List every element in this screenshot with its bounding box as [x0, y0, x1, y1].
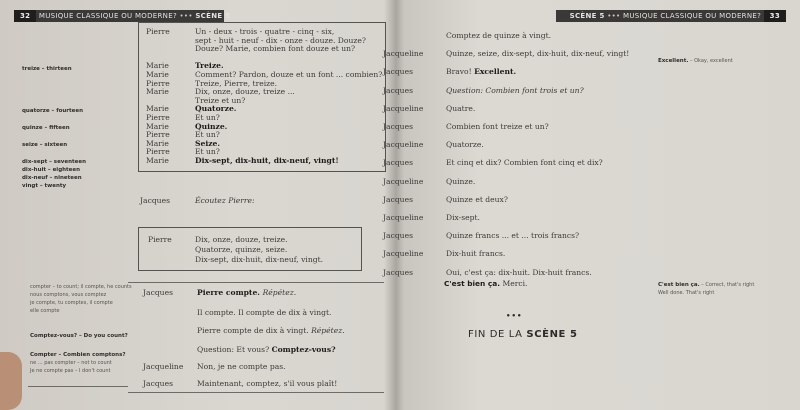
end-of-scene-heading: FIN DE LA SCÈNE 5	[468, 329, 578, 340]
gloss-dix-neuf: dix-neuf – nineteen	[22, 175, 82, 181]
dialogue-line	[446, 177, 475, 186]
box1-line: Dix-sept, dix-huit, dix-neuf, vingt!	[195, 155, 339, 165]
box1-line: Douze? Marie, combien font douze et un?	[195, 44, 356, 54]
box1-line: Quinze.	[195, 121, 228, 131]
dialogue-line	[446, 140, 484, 149]
dialogue-line	[446, 195, 508, 204]
box1-lines	[195, 28, 382, 166]
speaker-label: Jacques	[383, 194, 413, 204]
speaker-label: Pierre	[146, 112, 170, 122]
gloss-cest-bien: C'est bien ça. – Correct, that's right	[658, 282, 755, 288]
dialogue-line: Écoutez Pierre:	[195, 196, 255, 205]
dialogue-line	[197, 362, 286, 371]
gloss-compter-3: je compte, tu comptes, il compte	[30, 300, 113, 306]
box1-line: sept - huit - neuf - dix - onze - douze. Douze?	[195, 35, 366, 45]
gloss-quinze: quinze – fifteen	[22, 125, 70, 131]
gloss-quatorze: quatorze – fourteen	[22, 108, 83, 114]
speaker-label: Marie	[146, 61, 169, 71]
box1-line: Treize et un?	[195, 95, 246, 105]
dialogue-line	[197, 345, 336, 354]
box1-line: Dix, onze, douze, treize ...	[195, 87, 295, 97]
gloss-dix-huit: dix-huit – eighteen	[22, 167, 81, 173]
dialogue-line	[197, 326, 345, 335]
line-text: Question: Combien font trois et un?	[446, 85, 584, 95]
speaker-label: Pierre	[146, 27, 170, 36]
line-text: Question: Et vous?	[197, 345, 272, 354]
dialogue-line	[446, 158, 603, 167]
gloss-compter-neg-1: Compter – Combien comptons?	[30, 352, 126, 358]
right-page	[383, 0, 800, 410]
box2-line: Dix, onze, douze, treize.	[195, 235, 288, 244]
box2-lines	[195, 235, 323, 265]
gloss-dix-sept: dix-sept – seventeen	[22, 159, 87, 165]
box1-line: Seize.	[195, 138, 220, 148]
header-separator: •••	[179, 12, 193, 20]
dialogue-line	[446, 86, 584, 95]
speaker-label: Jacqueline	[383, 176, 424, 186]
line-text: Il compte. Il compte de dix à vingt.	[197, 308, 332, 317]
speaker-label: Marie	[146, 87, 169, 97]
line-text: Comptez de quinze à vingt.	[446, 31, 552, 40]
speaker-label: Marie	[146, 69, 169, 79]
margin-divider	[28, 386, 128, 387]
gloss-compter-neg-2: ne ... pas compter – not to count	[30, 360, 112, 366]
speaker-label: Marie	[146, 155, 169, 165]
dialogue-line	[446, 122, 549, 131]
line-text: Bravo!	[446, 67, 475, 77]
box1-speakers	[146, 28, 170, 166]
cest-bien-line: C'est bien ça. Merci.	[444, 279, 528, 288]
header-title: MUSIQUE CLASSIQUE OU MODERNE?	[38, 12, 177, 20]
line-emphasis: Répétez.	[262, 288, 297, 297]
speaker-label: Jacques	[143, 288, 173, 297]
box1-line: Treize, Pierre, treize.	[195, 78, 278, 88]
dialogue-line	[446, 49, 629, 58]
speaker-label: Jacques	[383, 67, 413, 77]
dialogue-line	[197, 379, 337, 388]
dialogue-line	[446, 67, 516, 76]
header-scene: SCÈNE 5	[195, 12, 231, 20]
gloss-compter-4: elle compte	[30, 308, 60, 314]
gloss-seize: seize – sixteen	[22, 142, 68, 148]
gloss-comptez-vous: Comptez-vous? – Do you count?	[30, 333, 128, 339]
header-separator: •••	[607, 12, 621, 20]
line-emphasis: Comptez-vous?	[271, 345, 336, 354]
speaker-label: Jacqueline	[383, 249, 424, 259]
speaker-label: Pierre	[148, 235, 172, 244]
box1-line: Et un?	[195, 130, 220, 140]
dialogue-line	[197, 288, 296, 297]
speaker-label: Jacqueline	[143, 362, 184, 371]
box1-line: Treize.	[195, 61, 224, 71]
line-text: Quinze francs ... et ... trois francs?	[446, 231, 580, 241]
dialogue-line	[446, 31, 551, 40]
speaker-label: Jacqueline	[383, 140, 424, 150]
speaker-label: Jacques	[383, 85, 413, 95]
speaker-label: Jacqueline	[383, 103, 424, 113]
box1-line: Comment? Pardon, douze et un font ... combien?	[195, 69, 383, 79]
gloss-treize: treize – thirteen	[22, 66, 72, 72]
dialogue-line	[446, 213, 480, 222]
right-page-header	[556, 10, 786, 22]
speaker-label: Jacques	[383, 158, 413, 168]
gloss-compter-neg-3: Je ne compte pas – I don't count	[30, 368, 111, 374]
page-number: 33	[764, 10, 786, 22]
speaker-label: Marie	[146, 104, 169, 114]
speaker-label: Pierre	[146, 147, 170, 157]
speaker-label: Jacques	[383, 231, 413, 241]
line-text: Oui, c'est ça: dix-huit. Dix-huit francs.	[446, 267, 592, 277]
line-text: Quinze.	[446, 176, 476, 186]
speaker-label: Jacqueline	[383, 49, 424, 59]
speaker-label: Jacques	[383, 267, 413, 277]
dialogue-line	[446, 268, 592, 277]
gloss-compter-1: compter – to count; il compte, he counts	[30, 284, 132, 290]
box1-line: Et un?	[195, 147, 220, 157]
line-text: Quatre.	[446, 103, 476, 113]
line-text: Quinze et deux?	[446, 194, 508, 204]
speaker-label: Marie	[146, 138, 169, 148]
section-divider	[128, 392, 384, 393]
box2-line: Dix-sept, dix-huit, dix-neuf, vingt.	[195, 255, 324, 264]
line-emphasis: Répétez.	[311, 326, 345, 335]
speaker-label: Marie	[146, 121, 169, 131]
gloss-compter-2: nous comptons, vous comptez	[30, 292, 107, 298]
speaker-label	[146, 45, 170, 54]
speaker-label: Pierre	[146, 130, 170, 140]
box1-line: Et un?	[195, 112, 220, 122]
left-page	[0, 0, 392, 410]
thumb	[0, 352, 22, 410]
line-text: Maintenant, comptez, s'il vous plaît!	[197, 379, 338, 388]
line-emphasis: Excellent.	[474, 67, 517, 77]
dialogue-line	[197, 308, 331, 317]
gloss-excellent: Excellent. – Okay, excellent	[658, 58, 733, 64]
gloss-vingt: vingt – twenty	[22, 183, 67, 189]
box2-line: Quatorze, quinze, seize.	[195, 245, 288, 254]
speaker-label	[146, 37, 170, 46]
line-text: Pierre compte de dix à vingt.	[197, 326, 312, 335]
header-scene: SCÈNE 5	[569, 12, 605, 20]
page-number: 32	[14, 10, 36, 22]
dialogue-line	[446, 104, 475, 113]
box1-line: Quatorze.	[195, 104, 237, 114]
left-page-header	[14, 10, 231, 22]
end-stars: •••	[506, 312, 523, 320]
line-text: Et cinq et dix? Combien font cinq et dix?	[446, 158, 603, 168]
dialogue-line	[446, 231, 579, 240]
speaker-label: Pierre	[146, 78, 170, 88]
speaker-label: Jacques	[143, 379, 173, 388]
line-text: Pierre compte.	[197, 288, 263, 297]
box1-line: Un - deux - trois - quatre - cinq - six,	[195, 27, 335, 36]
line-text: Combien font treize et un?	[446, 122, 549, 131]
line-text: Non, je ne compte pas.	[197, 362, 286, 371]
line-text: Quatorze.	[446, 140, 484, 150]
line-text: Dix-huit francs.	[446, 249, 506, 259]
line-text: Dix-sept.	[446, 213, 480, 222]
header-title: MUSIQUE CLASSIQUE OU MODERNE?	[623, 12, 762, 20]
section-divider	[128, 282, 384, 283]
speaker-label: Jacques	[140, 196, 170, 205]
line-text: Quinze, seize, dix-sept, dix-huit, dix-neuf, vingt!	[446, 49, 630, 59]
speaker-label: Jacques	[383, 122, 413, 131]
gloss-cest-bien-2: Well done. That's right	[658, 290, 715, 296]
speaker-label: Jacqueline	[383, 213, 424, 222]
dialogue-line	[446, 249, 505, 258]
